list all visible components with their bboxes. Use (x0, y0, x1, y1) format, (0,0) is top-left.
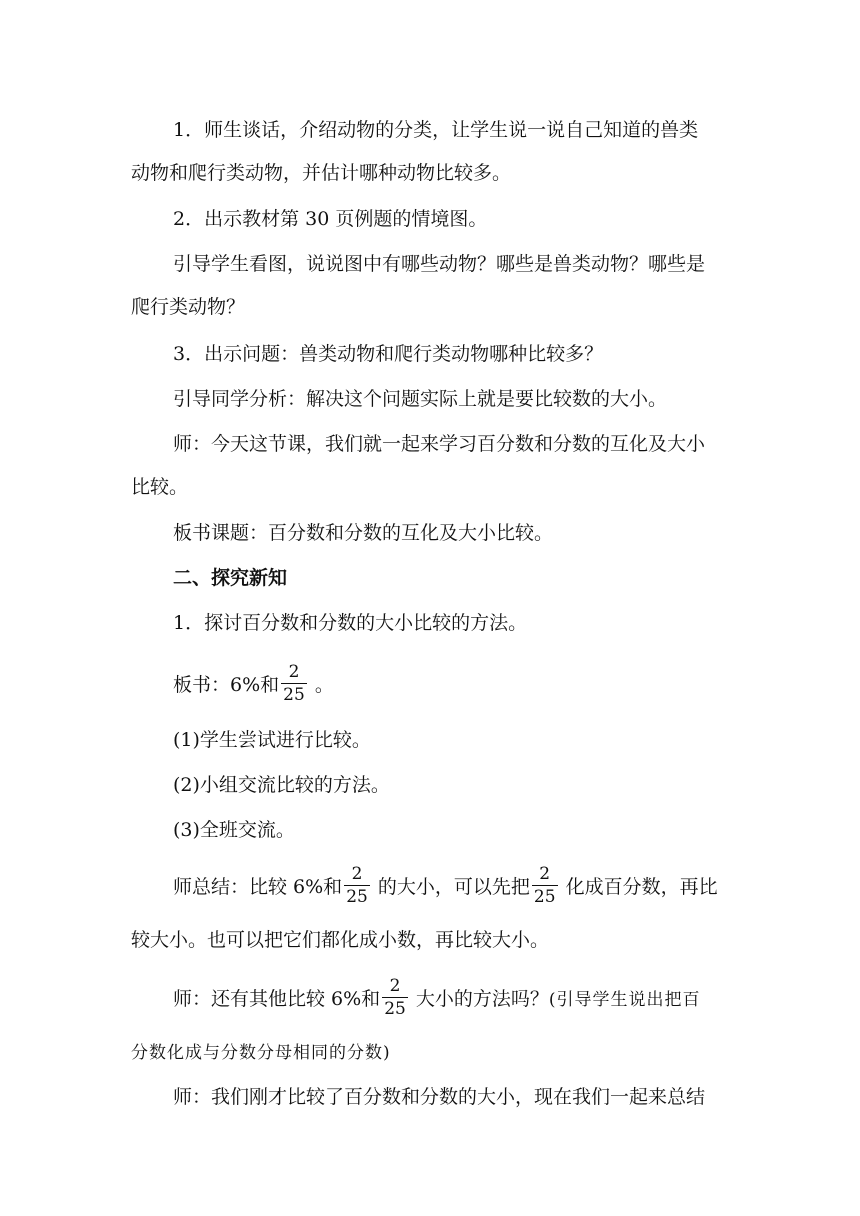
paragraph-14-prefix: 师：还有其他比较 6%和 (173, 988, 381, 1010)
paragraph-13-middle: 的大小，可以先把 (377, 876, 530, 898)
fraction-numerator: 2 (288, 662, 300, 682)
paragraph-4: 3．出示问题：兽类动物和爬行类动物哪种比较多？ (173, 343, 604, 365)
paragraph-13-line-1 (173, 864, 718, 908)
paragraph-8: 1．探讨百分数和分数的大小比较的方法。 (173, 612, 528, 634)
paragraph-13-line-2: 较大小。也可以把它们都化成小数，再比较大小。 (131, 929, 550, 951)
fraction-2-25-c (532, 866, 558, 906)
paragraph-14-line-1 (173, 976, 701, 1020)
paragraph-1-line-1: 1．师生谈话，介绍动物的分类，让学生说一说自己知道的兽类 (173, 119, 699, 141)
fraction-numerator: 2 (539, 864, 551, 884)
paragraph-14-note: (引导学生说出把百 (548, 990, 701, 1010)
fraction-numerator: 2 (389, 976, 401, 996)
fraction-denominator: 25 (283, 685, 305, 705)
paragraph-11: (2)小组交流比较的方法。 (173, 774, 390, 796)
paragraph-12: (3)全班交流。 (173, 819, 295, 841)
paragraph-9-suffix: 。 (314, 674, 334, 696)
section-heading-2: 二、探究新知 (173, 567, 288, 589)
paragraph-9 (173, 662, 334, 706)
paragraph-3-line-2: 爬行类动物？ (131, 296, 246, 318)
paragraph-3-line-1: 引导学生看图，说说图中有哪些动物？哪些是兽类动物？哪些是 (173, 253, 706, 275)
paragraph-5: 引导同学分析：解决这个问题实际上就是要比较数的大小。 (173, 388, 668, 410)
paragraph-6-line-1: 师：今天这节课，我们就一起来学习百分数和分数的互化及大小 (173, 433, 706, 455)
paragraph-9-prefix: 板书：6%和 (173, 674, 280, 696)
fraction-denominator: 25 (384, 999, 406, 1019)
fraction-2-25-d (382, 978, 408, 1018)
paragraph-14-suffix: 大小的方法吗？ (415, 988, 549, 1010)
fraction-2-25-a (281, 664, 307, 704)
fraction-denominator: 25 (346, 887, 368, 907)
paragraph-13-suffix: 化成百分数，再比 (565, 876, 718, 898)
paragraph-7: 板书课题：百分数和分数的互化及大小比较。 (173, 522, 554, 544)
paragraph-1-line-2: 动物和爬行类动物，并估计哪种动物比较多。 (131, 162, 512, 184)
paragraph-15: 师：我们刚才比较了百分数和分数的大小，现在我们一起来总结 (173, 1086, 706, 1108)
fraction-2-25-b (344, 866, 370, 906)
paragraph-10: (1)学生尝试进行比较。 (173, 729, 371, 751)
fraction-denominator: 25 (533, 887, 556, 907)
paragraph-2: 2．出示教材第 30 页例题的情境图。 (173, 208, 488, 230)
paragraph-13-prefix: 师总结：比较 6%和 (173, 876, 343, 898)
paragraph-6-line-2: 比较。 (131, 476, 189, 498)
fraction-numerator: 2 (351, 864, 363, 884)
paragraph-14-line-2: 分数化成与分数分母相同的分数) (131, 1043, 391, 1063)
